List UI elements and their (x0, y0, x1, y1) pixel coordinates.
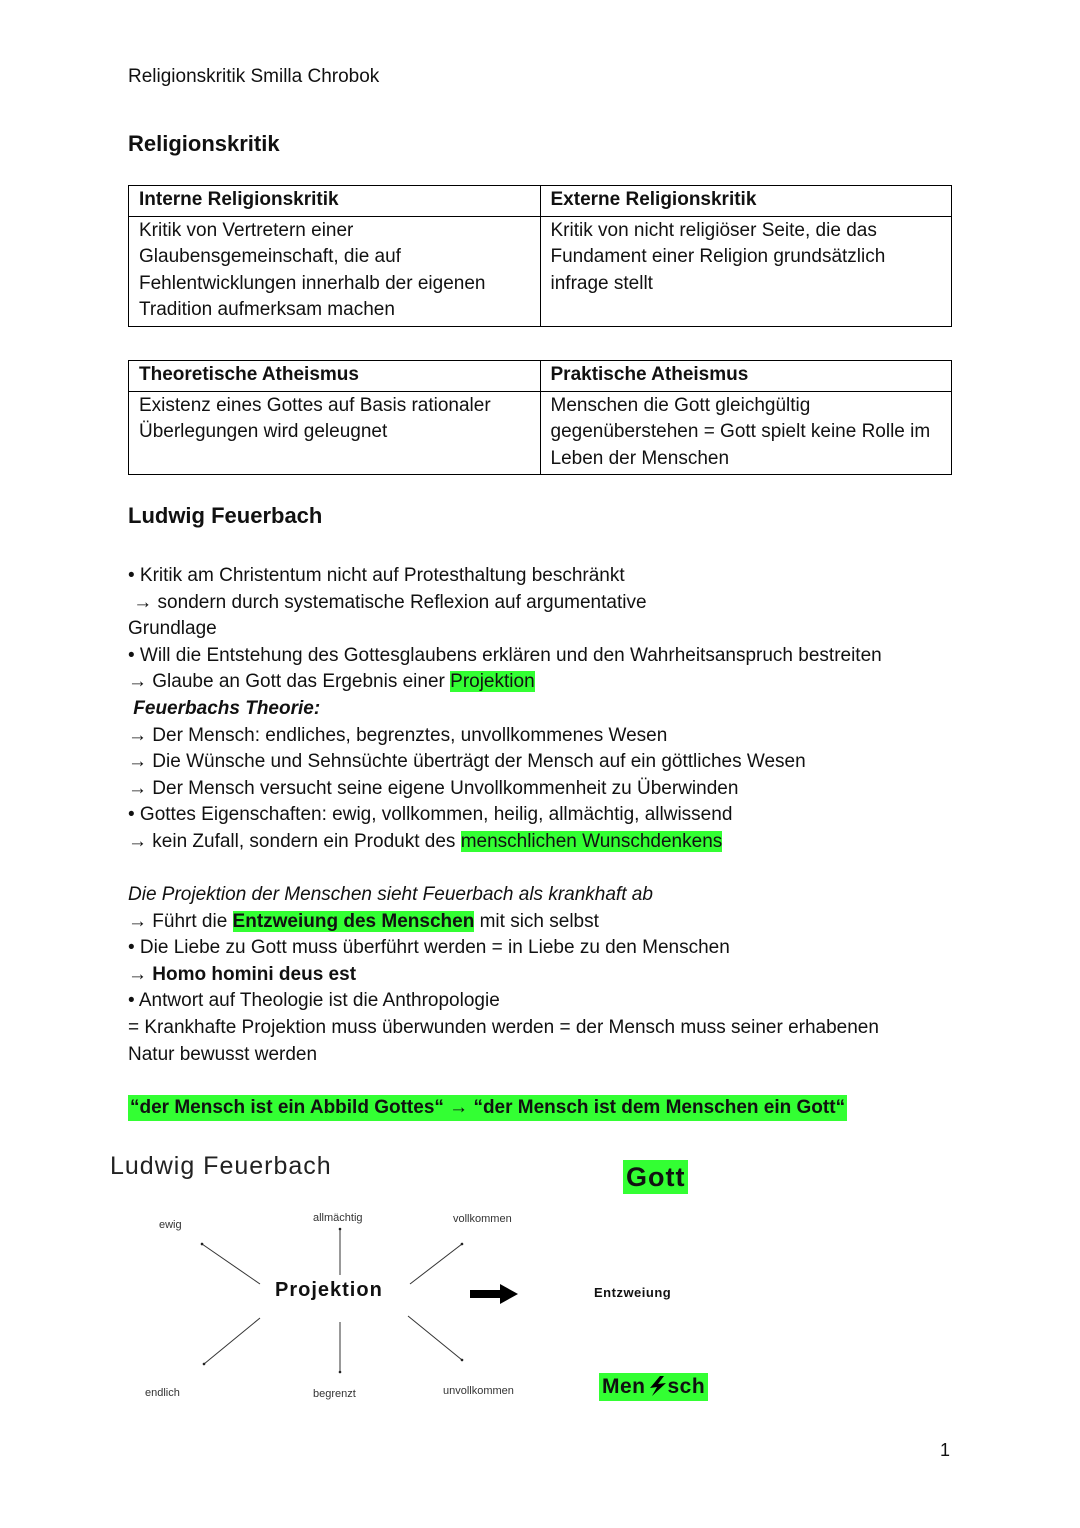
label-allmaechtig: allmächtig (313, 1212, 363, 1224)
lightning-icon (646, 1375, 668, 1397)
big-arrow-icon (470, 1284, 518, 1304)
connector-line (408, 1316, 462, 1360)
note-line: • Will die Entstehung des Gottesglaubens erklären und den Wahrheitsanspruch bestreiten (128, 644, 882, 666)
label-begrenzt: begrenzt (313, 1388, 356, 1400)
mensch-part: Men (602, 1375, 646, 1398)
highlight-quote: “der Mensch ist ein Abbild Gottes“ → “der Mensch ist dem Menschen ein Gott“ (128, 1095, 847, 1121)
table2-left-head: Theoretische Atheismus (129, 361, 541, 392)
label-unvollkommen: unvollkommen (443, 1385, 514, 1397)
note-line: Die Projektion der Menschen sieht Feuerbach als krankhaft ab (128, 884, 653, 905)
connector-line (202, 1244, 260, 1284)
label-mensch (599, 1373, 708, 1401)
note-line: → Der Mensch: endliches, begrenztes, unvollkommenes Wesen (128, 724, 668, 746)
section-title-feuerbach: Ludwig Feuerbach (128, 503, 323, 528)
homo-homini: Homo homini deus est (152, 963, 357, 985)
note-line: → Die Wünsche und Sehnsüchte überträgt der Mensch auf ein göttliches Wesen (128, 751, 806, 773)
table2-right-head: Praktische Atheismus (540, 361, 952, 392)
note-line: → Der Mensch versucht seine eigene Unvollkommenheit zu Überwinden (128, 777, 739, 799)
label-endlich: endlich (145, 1387, 180, 1399)
note-line: • Antwort auf Theologie ist die Anthropologie (128, 990, 500, 1012)
note-line: • Die Liebe zu Gott muss überführt werden = in Liebe zu den Menschen (128, 937, 730, 959)
label-gott: Gott (623, 1160, 688, 1194)
connector-line (204, 1318, 260, 1364)
table2-right-body: Menschen die Gott gleichgültig gegenüberstehen = Gott spielt keine Rolle im Leben der Menschen (540, 391, 952, 475)
label-ewig: ewig (159, 1219, 182, 1231)
connector-line (410, 1244, 462, 1284)
note-line: Grundlage (128, 618, 217, 640)
label-entzweiung: Entzweiung (594, 1285, 672, 1300)
label-vollkommen: vollkommen (453, 1213, 512, 1225)
subheading-theorie: Feuerbachs Theorie: (128, 697, 321, 719)
diagram-title: Ludwig Feuerbach (110, 1152, 332, 1180)
highlight-wunschdenken: menschlichen Wunschdenkens (460, 830, 723, 852)
note-line: → sondern durch systematische Reflexion auf argumentative (128, 591, 647, 613)
arrow-text: → (128, 963, 153, 985)
note-text: → Glaube an Gott das Ergebnis einer (128, 671, 451, 693)
note-text: mit sich selbst (474, 910, 599, 932)
note-line: • Kritik am Christentum nicht auf Protesthaltung beschränkt (128, 565, 625, 586)
table1-right-head: Externe Religionskritik (540, 186, 952, 217)
mensch-part: sch (667, 1375, 706, 1398)
table1-left-body: Kritik von Vertretern einer Glaubensgemeinschaft, die auf Fehlentwicklungen innerhalb der eigenen Tradition aufmerksam machen (129, 216, 541, 326)
page-header: Religionskritik Smilla Chrobok (128, 66, 380, 87)
table2-left-body: Existenz eines Gottes auf Basis rationaler Überlegungen wird geleugnet (129, 391, 541, 475)
note-line: Natur bewusst werden (128, 1043, 318, 1065)
note-text: → Führt die (128, 910, 233, 932)
note-line: • Gottes Eigenschaften: ewig, vollkommen, heilig, allmächtig, allwissend (128, 804, 733, 826)
section-title-religionskritik: Religionskritik (128, 131, 280, 156)
page-number: 1 (940, 1440, 951, 1460)
note-text: → kein Zufall, sondern ein Produkt des (128, 830, 461, 852)
table1-left-head: Interne Religionskritik (129, 186, 541, 217)
highlight-projektion: Projektion (450, 671, 535, 693)
highlight-entzweiung: Entzweiung des Menschen (232, 910, 475, 932)
label-projektion: Projektion (275, 1279, 383, 1301)
table1-right-body: Kritik von nicht religiöser Seite, die das Fundament einer Religion grundsätzlich infrage stellt (540, 216, 952, 326)
note-line: = Krankhafte Projektion muss überwunden werden = der Mensch muss seiner erhabenen (128, 1016, 879, 1038)
